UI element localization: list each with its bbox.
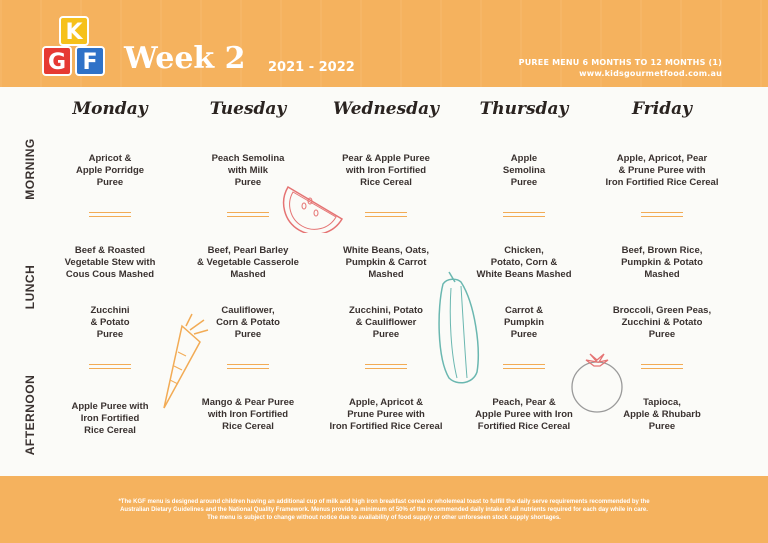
- menu-item: Apple Puree with Iron Fortified Rice Cereal: [71, 401, 149, 436]
- menu-item: Broccoli, Green Peas, Zucchini & Potato Puree: [612, 305, 712, 340]
- day-friday: Friday: [632, 99, 692, 119]
- menu-item: Apple Semolina Puree: [502, 153, 546, 188]
- menu-item: Pear & Apple Puree with Iron Fortified Rice Cereal: [342, 153, 430, 188]
- day-tuesday: Tuesday: [209, 99, 287, 119]
- menu-item: Carrot & Pumpkin Puree: [503, 305, 545, 340]
- section-morning: MORNING: [23, 138, 37, 200]
- menu-item: Peach, Pear & Apple Puree with Iron Fortified Rice Cereal: [475, 397, 573, 432]
- divider: [503, 212, 545, 217]
- logo-f: F: [75, 46, 105, 76]
- menu-item: Zucchini & Potato Puree: [90, 305, 130, 340]
- menu-item: Tapioca, Apple & Rhubarb Puree: [623, 397, 701, 432]
- divider: [503, 364, 545, 369]
- menu-item: White Beans, Oats, Pumpkin & Carrot Mashed: [342, 245, 430, 280]
- day-monday: Monday: [72, 99, 148, 119]
- divider: [227, 364, 269, 369]
- divider: [641, 364, 683, 369]
- menu-item: Beef, Brown Rice, Pumpkin & Potato Mashed: [621, 245, 703, 280]
- divider: [365, 212, 407, 217]
- footer-disclaimer: *The KGF menu is designed around children having an additional cup of milk and high iron breakfast cereal or wholemeal toast to fulfill the daily serve requirements recommended by the Australian Dietary Guidelines and the National Quality Framework. Menus provide a minimum of 50% of the recommended daily intake of all nutrients required for each day while in care. The menu is subject to change without notice due to availability of food supply or other unforeseen stock supply shortages.: [118, 499, 650, 521]
- school-years: 2021 - 2022: [268, 60, 355, 75]
- week-title: Week 2: [124, 41, 246, 76]
- menu-item: Peach Semolina with Milk Puree: [211, 153, 285, 188]
- divider: [89, 364, 131, 369]
- divider: [365, 364, 407, 369]
- menu-item: Apricot & Apple Porridge Puree: [75, 153, 145, 188]
- day-thursday: Thursday: [479, 99, 569, 119]
- menu-item: Mango & Pear Puree with Iron Fortified Rice Cereal: [201, 397, 295, 432]
- menu-label: [519, 57, 722, 79]
- day-wednesday: Wednesday: [333, 99, 439, 119]
- section-afternoon: AFTERNOON: [23, 374, 37, 456]
- menu-item: Zucchini, Potato & Cauliflower Puree: [349, 305, 423, 340]
- divider: [641, 212, 683, 217]
- menu-item: Apple, Apricot & Prune Puree with Iron Fortified Rice Cereal: [329, 397, 443, 432]
- menu-type: PUREE MENU 6 MONTHS TO 12 MONTHS (1): [518, 58, 722, 67]
- logo-g: G: [42, 46, 72, 76]
- logo-k: K: [59, 16, 89, 46]
- menu-item: Cauliflower, Corn & Potato Puree: [216, 305, 280, 340]
- divider: [227, 212, 269, 217]
- section-lunch: LUNCH: [23, 264, 37, 310]
- menu-item: Beef & Roasted Vegetable Stew with Cous Cous Mashed: [64, 245, 156, 280]
- menu-item: Beef, Pearl Barley & Vegetable Casserole Mashed: [197, 245, 299, 280]
- divider: [89, 212, 131, 217]
- header-bar: [0, 0, 768, 87]
- website-link[interactable]: www.kidsgourmetfood.com.au: [579, 69, 722, 78]
- menu-item: Apple, Apricot, Pear & Prune Puree with Iron Fortified Rice Cereal: [605, 153, 719, 188]
- kgf-logo: [42, 16, 106, 80]
- menu-item: Chicken, Potato, Corn & White Beans Mashed: [476, 245, 572, 280]
